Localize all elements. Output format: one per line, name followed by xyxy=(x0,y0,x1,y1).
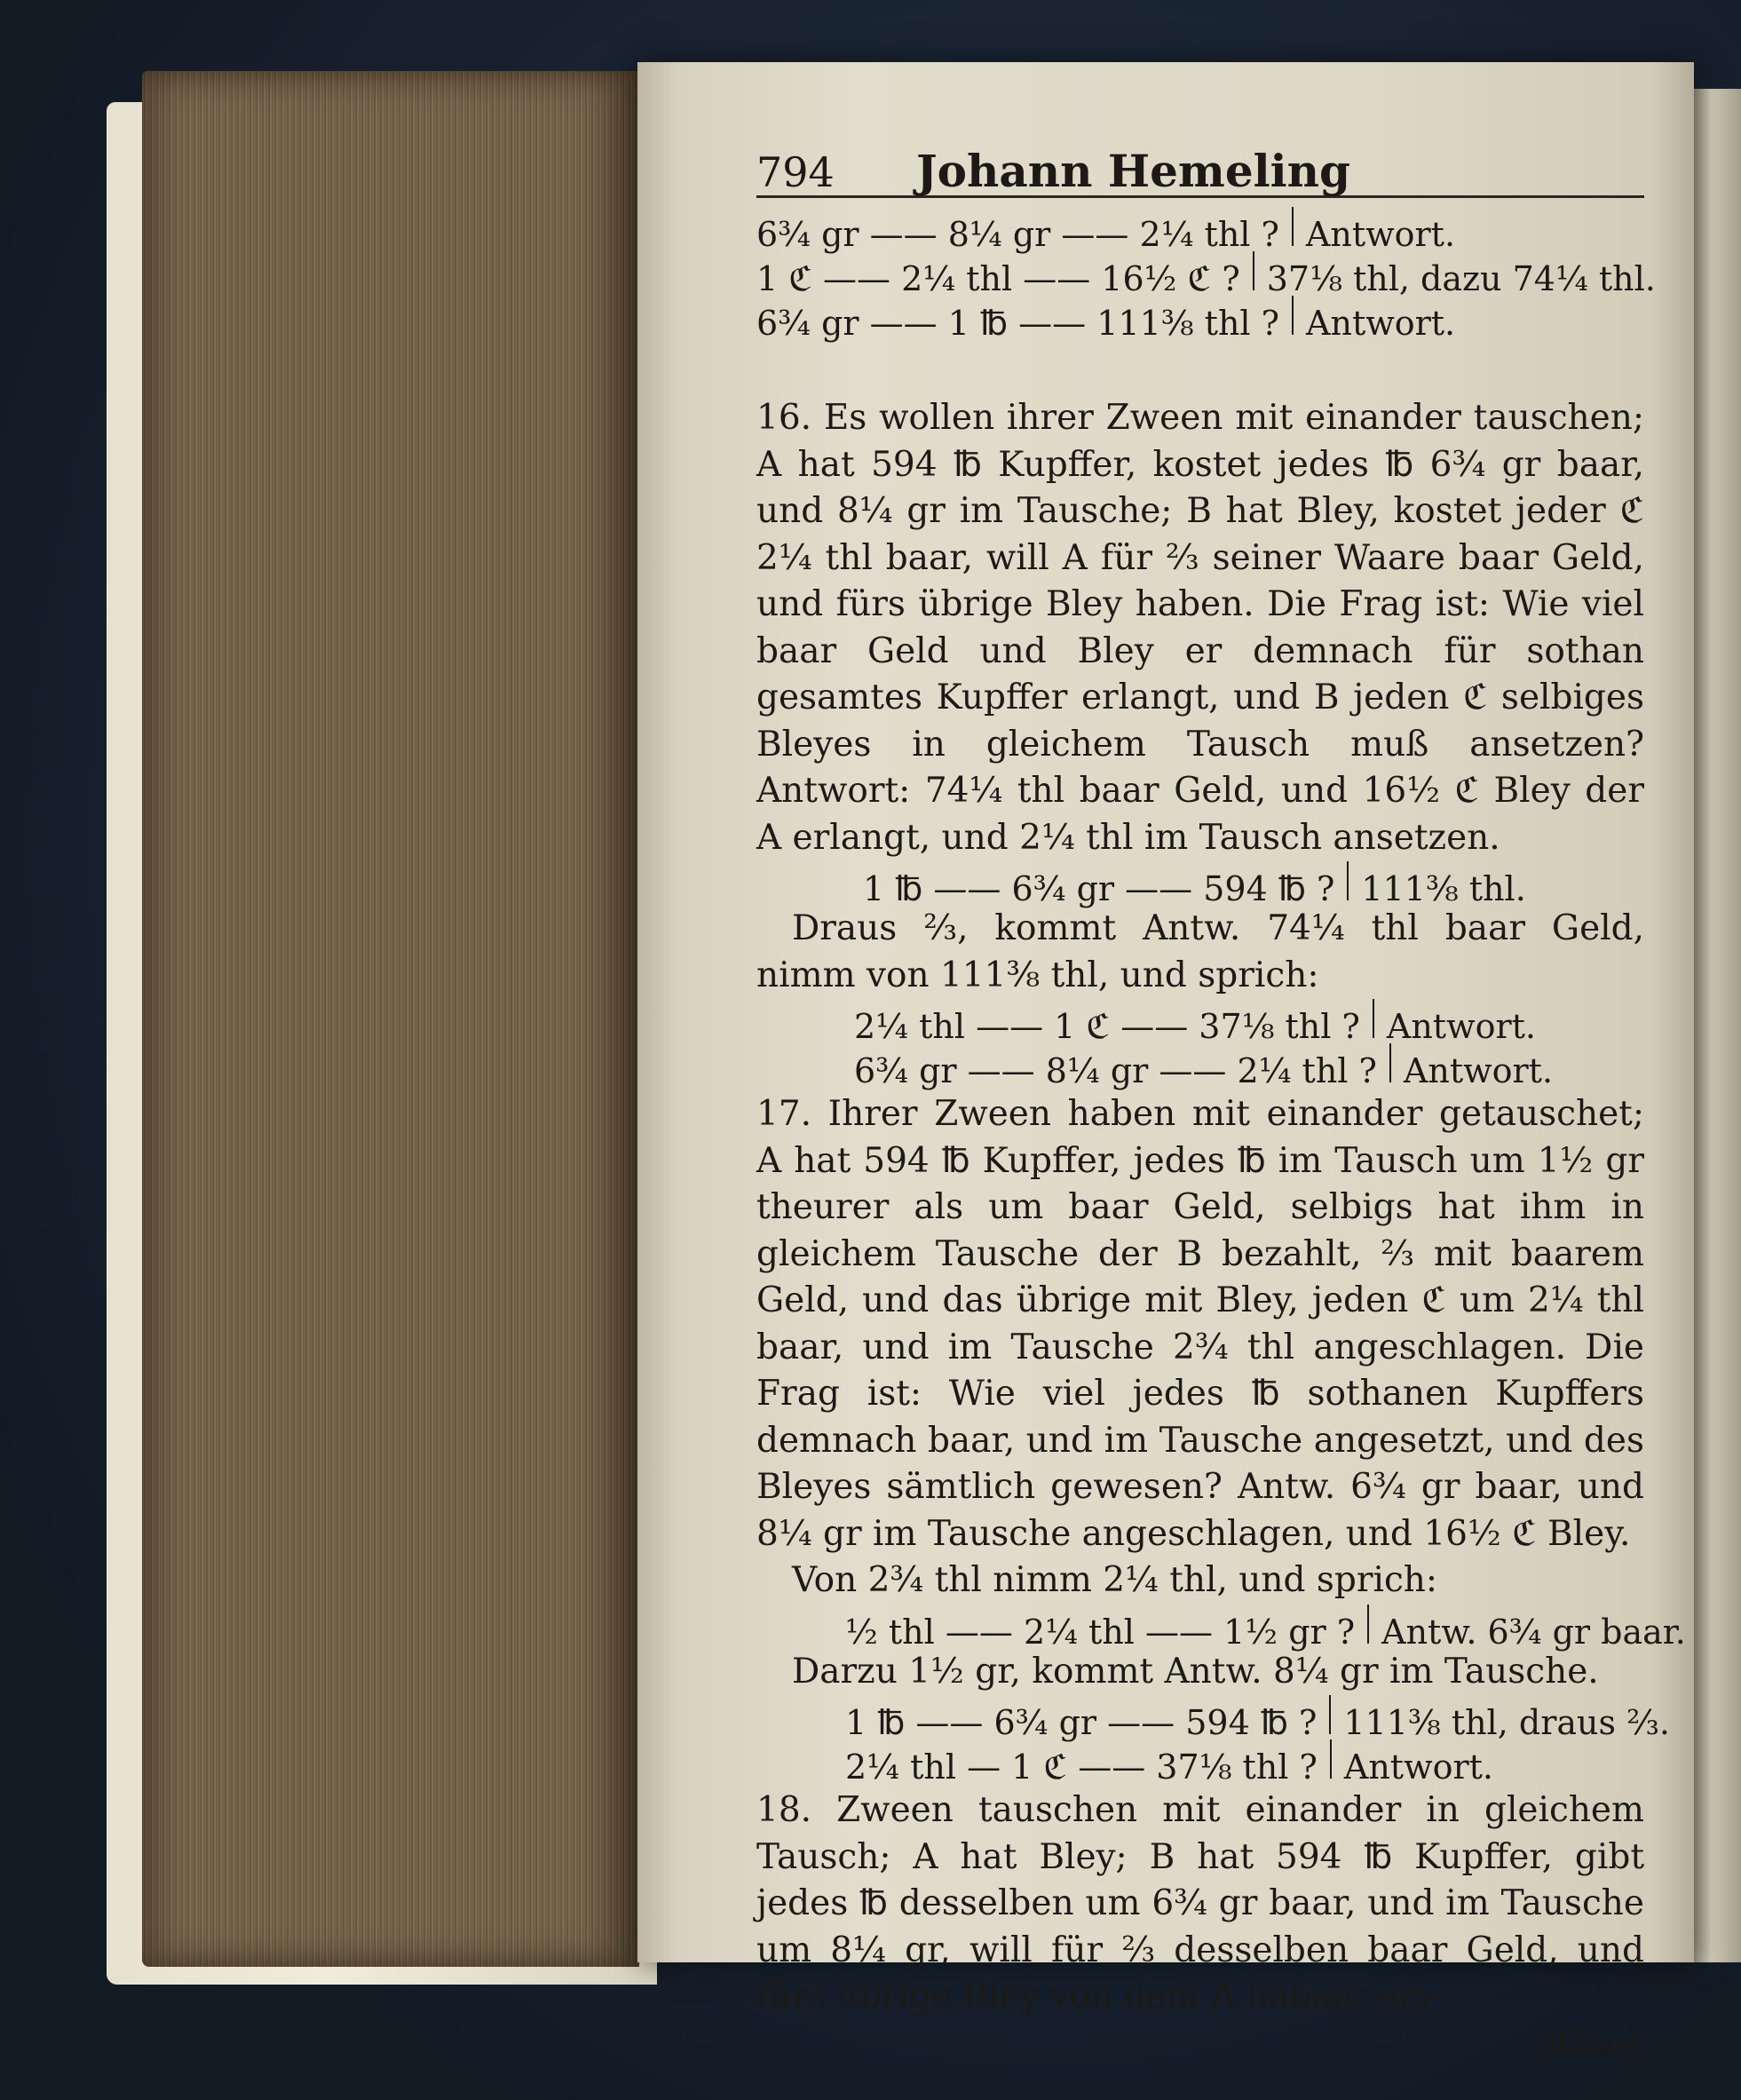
calc-left: 1 ℔ —— 6¾ gr —— 594 ℔ ? xyxy=(845,1703,1318,1742)
calc-left: 6¾ gr —— 8¼ gr —— 2¼ thl ? xyxy=(854,1051,1377,1090)
problem-17-calc-3 xyxy=(756,1739,1644,1787)
calc-left: 2¼ thl — 1 ℭ —— 37⅛ thl ? xyxy=(845,1747,1318,1787)
problem-16-calc-3 xyxy=(756,1043,1644,1088)
running-title: Johann Hemeling xyxy=(916,145,1350,197)
calc-divider xyxy=(1292,296,1294,335)
problem-16-draus: Draus ⅔, kommt Antw. 74¼ thl baar Geld, nimm von 111⅜ thl, und sprich: xyxy=(756,908,1644,995)
calc-left: 2¼ thl —— 1 ℭ —— 37⅛ thl ? xyxy=(854,1007,1360,1046)
calc-right: 111⅜ thl, draus ⅔. xyxy=(1343,1703,1670,1742)
calc-divider xyxy=(1253,251,1254,290)
calc-right: 111⅜ thl. xyxy=(1361,869,1526,908)
next-page-edge xyxy=(1691,89,1741,1962)
calc-divider xyxy=(1330,1739,1332,1779)
calc-left: 6¾ gr —— 8¼ gr —— 2¼ thl ? xyxy=(756,215,1279,254)
calc-right: Antwort. xyxy=(1343,1747,1493,1787)
problem-17-calc-1 xyxy=(756,1605,1686,1652)
calc-left: 1 ℭ —— 2¼ thl —— 16½ ℭ ? xyxy=(756,259,1240,298)
calc-divider xyxy=(1329,1695,1331,1734)
page-number: 794 xyxy=(756,148,835,196)
problem-16-text: 16. Es wollen ihrer Zween mit einander tauschen; A hat 594 ℔ Kupffer, kostet jedes ℔ 6¾ gr baar, und 8¼ gr im Tausche; B hat Bley, kostet jeder ℭ 2¼ thl baar, will A für ⅔ seiner Waare baar Geld, und fürs übrige Bley haben. Die Frag ist: Wie viel baar Geld und Bley er demnach für sothan gesamtes Kupffer erlangt, und B jeden ℭ selbiges Bleyes in gleichem Tausch muß ansetzen? Antwort: 74¼ thl baar Geld, und 16½ ℭ Bley der A erlangt, und 2¼ thl im Tausch ansetzen. xyxy=(756,398,1644,858)
calc-divider xyxy=(1389,1043,1391,1082)
problem-17-darzu: Darzu 1½ gr, kommt Antw. 8¼ gr im Tausche. xyxy=(792,1651,1599,1692)
calc-right: 37⅛ thl, dazu 74¼ thl. xyxy=(1266,259,1656,298)
calc-right: Antwort. xyxy=(1386,1007,1536,1046)
calc-right: Antwort. xyxy=(1306,304,1456,343)
top-calc-row-1 xyxy=(756,207,1644,254)
calc-divider xyxy=(1292,207,1294,246)
calc-right: Antwort. xyxy=(1403,1051,1554,1090)
calc-left: 1 ℔ —— 6¾ gr —— 594 ℔ ? xyxy=(863,869,1335,908)
calc-right: Antw. 6¾ gr baar. xyxy=(1381,1612,1686,1652)
problem-17-calc-2 xyxy=(756,1695,1670,1742)
top-calc-row-2 xyxy=(756,251,1656,298)
problem-16-calc-1 xyxy=(756,861,1644,906)
running-head xyxy=(756,142,1644,198)
calc-left: ½ thl —— 2¼ thl —— 1½ gr ? xyxy=(845,1612,1356,1652)
page-text-area xyxy=(756,142,1686,2066)
top-calc-row-3 xyxy=(756,296,1644,343)
page-block-edges xyxy=(142,71,639,1967)
calc-left: 6¾ gr —— 1 ℔ —— 111⅜ thl ? xyxy=(756,304,1280,343)
problem-18-text: 18. Zween tauschen mit einander in gleichem Tausch; A hat Bley; B hat 594 ℔ Kupffer, gibt jedes ℔ desselben um 6¾ gr baar, und im Tausche um 8¼ gr, will für ⅔ desselben baar Geld, und fürs übrige Bley von dem A haben; em- xyxy=(756,1790,1644,2017)
problem-16-calc-2 xyxy=(756,999,1644,1046)
catchword: pfähet xyxy=(1534,2024,1644,2064)
calc-divider xyxy=(1347,861,1349,900)
calc-divider xyxy=(1373,999,1374,1038)
problem-17-text: 17. Ihrer Zween haben mit einander getauschet; A hat 594 ℔ Kupffer, jedes ℔ im Tausch um 1½ gr theurer als um baar Geld, selbigs hat ihm in gleichem Tausche der B bezahlt, ⅔ mit baarem Geld, und das übrige mit Bley, jeden ℭ um 2¼ thl baar, und im Tausche 2¾ thl angeschlagen. Die Frag ist: Wie viel jedes ℔ sothanen Kupffers demnach baar, und im Tausche angesetzt, und des Bleyes sämtlich gewesen? Antw. 6¾ gr baar, und 8¼ gr im Tausche angeschlagen, und 16½ ℭ Bley. xyxy=(756,1094,1644,1554)
calc-right: Antwort. xyxy=(1305,215,1456,254)
calc-divider xyxy=(1367,1605,1369,1644)
problem-17-von: Von 2¾ thl nimm 2¼ thl, und sprich: xyxy=(792,1560,1438,1600)
